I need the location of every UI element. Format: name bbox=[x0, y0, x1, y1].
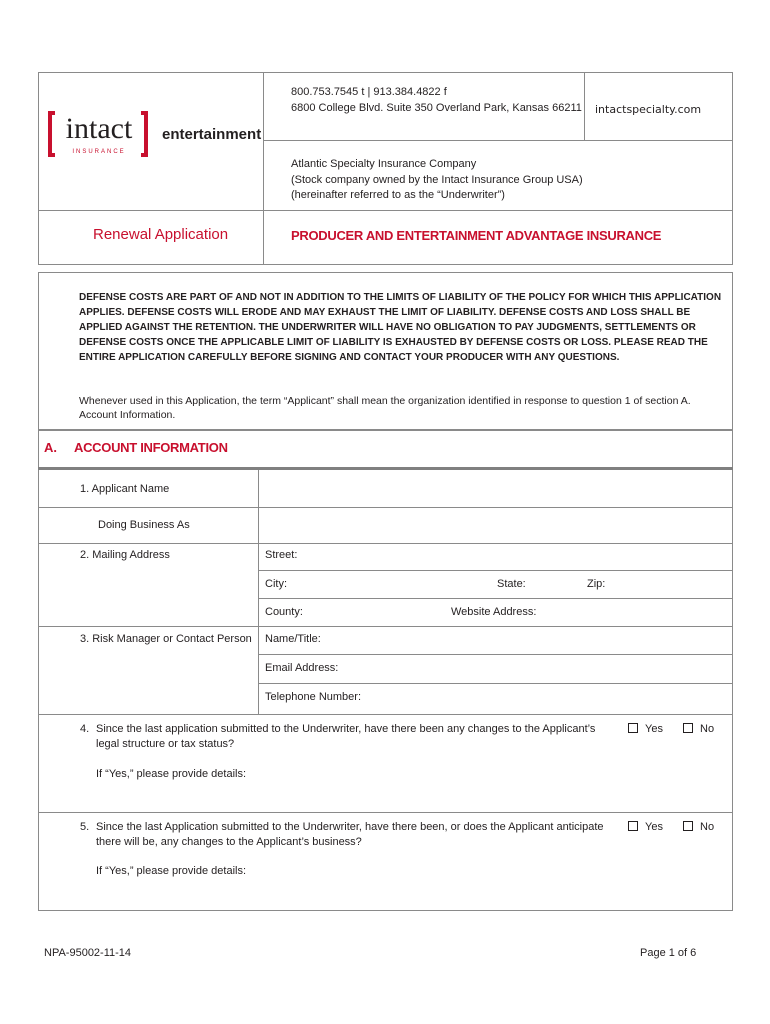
row-divider-6 bbox=[258, 654, 733, 655]
doc-type-label: Renewal Application bbox=[93, 226, 229, 243]
logo-wordmark: intact bbox=[65, 112, 133, 145]
state-label: State: bbox=[497, 578, 526, 590]
mailing-address-label: 2. Mailing Address bbox=[80, 549, 170, 561]
q5-number: 5. bbox=[80, 821, 90, 833]
page-number: Page 1 of 6 bbox=[640, 947, 697, 959]
website-address-label: Website Address: bbox=[451, 606, 537, 618]
risk-manager-label: 3. Risk Manager or Contact Person bbox=[80, 633, 252, 645]
contact-divider bbox=[263, 140, 733, 141]
contact-phone: 800.753.7545 t | 913.384.4822 f bbox=[291, 86, 447, 98]
applicant-name-field[interactable] bbox=[260, 471, 732, 506]
website-link[interactable]: intactspecialty.com bbox=[595, 103, 702, 116]
contact-website-divider bbox=[584, 72, 585, 140]
dba-label: Doing Business As bbox=[98, 519, 190, 531]
state-field[interactable] bbox=[528, 572, 583, 597]
street-field[interactable] bbox=[305, 544, 731, 569]
header-divider-vertical bbox=[263, 72, 264, 265]
website-address-field[interactable] bbox=[535, 600, 731, 625]
county-field[interactable] bbox=[305, 600, 445, 625]
email-field[interactable] bbox=[340, 656, 731, 682]
header-title-divider bbox=[38, 210, 733, 211]
contact-address: 6800 College Blvd. Suite 350 Overland Park, Kansas 66211 bbox=[291, 102, 582, 114]
product-title: PRODUCER AND ENTERTAINMENT ADVANTAGE INSURANCE bbox=[291, 228, 662, 243]
q4-no-label: No bbox=[700, 723, 715, 735]
telephone-field[interactable] bbox=[360, 685, 731, 713]
row-divider-3 bbox=[258, 570, 733, 571]
q5-no-checkbox[interactable] bbox=[683, 821, 693, 831]
q5-yes-checkbox[interactable] bbox=[628, 821, 638, 831]
company-reference: (hereinafter referred to as the “Underwriter”) bbox=[291, 189, 505, 201]
zip-label: Zip: bbox=[587, 578, 606, 590]
telephone-label: Telephone Number: bbox=[265, 691, 362, 703]
section-a-title: ACCOUNT INFORMATION bbox=[74, 440, 228, 455]
logo-bracket-left bbox=[48, 111, 55, 157]
row-divider-9 bbox=[38, 812, 733, 813]
q4-number: 4. bbox=[80, 723, 90, 735]
q5-yes-label: Yes bbox=[645, 821, 663, 833]
q4-no-checkbox[interactable] bbox=[683, 723, 693, 733]
applicant-name-label: 1. Applicant Name bbox=[80, 483, 170, 495]
q4-text: Since the last application submitted to the Underwriter, have there been any changes to the Applicant’s legal structure or tax status? bbox=[96, 723, 596, 750]
q5-no-label: No bbox=[700, 821, 715, 833]
company-ownership: (Stock company owned by the Intact Insurance Group USA) bbox=[291, 174, 583, 186]
name-title-field[interactable] bbox=[325, 628, 731, 653]
applicant-definition: Whenever used in this Application, the term “Applicant” shall mean the organization identified in response to question 1 of section A. Account Information. bbox=[79, 395, 691, 421]
intact-logo bbox=[48, 111, 148, 161]
logo-subtext: INSURANCE bbox=[72, 149, 126, 155]
q4-yes-label: Yes bbox=[645, 723, 663, 735]
q4-details-label: If “Yes,” please provide details: bbox=[96, 768, 247, 780]
city-field[interactable] bbox=[292, 572, 492, 597]
city-label: City: bbox=[265, 578, 287, 590]
logo-bracket-right bbox=[141, 111, 148, 157]
q4-details-field[interactable] bbox=[240, 762, 730, 808]
zip-field[interactable] bbox=[608, 572, 731, 597]
row-divider-8 bbox=[38, 714, 733, 715]
row-divider-4 bbox=[258, 598, 733, 599]
section-a-letter: A. bbox=[44, 440, 57, 455]
q4-yes-checkbox[interactable] bbox=[628, 723, 638, 733]
name-title-label: Name/Title: bbox=[265, 633, 321, 645]
q5-text: Since the last Application submitted to the Underwriter, have there been, or does the Applicant anticipate there will be, any changes to the Applicant’s business? bbox=[96, 821, 604, 848]
q5-details-field[interactable] bbox=[240, 860, 730, 908]
q5-details-label: If “Yes,” please provide details: bbox=[96, 865, 247, 877]
company-name: Atlantic Specialty Insurance Company bbox=[291, 158, 477, 170]
row-divider-5 bbox=[38, 626, 733, 627]
street-label: Street: bbox=[265, 549, 298, 561]
county-label: County: bbox=[265, 606, 303, 618]
email-label: Email Address: bbox=[265, 662, 339, 674]
logo-entertainment: entertainment bbox=[162, 126, 262, 143]
row-divider-7 bbox=[258, 683, 733, 684]
section-a-rule bbox=[38, 467, 733, 470]
defense-costs-warning: DEFENSE COSTS ARE PART OF AND NOT IN ADDITION TO THE LIMITS OF LIABILITY OF THE POLICY FOR WHICH THIS APPLICATION APPLIES. DEFENSE COSTS WILL ERODE AND MAY EXHAUST THE LIMIT OF LIABILITY. DEFENSE COSTS AND LOSS SHALL BE APPLIED AGAINST THE RETENTION. THE UNDERWRITER WILL HAVE NO OBLIGATION TO PAY JUDGMENTS, SETTLEMENTS OR DEFENSE COSTS ONCE THE APPLICABLE LIMIT OF LIABILITY IS EXHAUSTED BY DEFENSE COSTS OR LOSS. PLEASE READ THE ENTIRE APPLICATION CAREFULLY BEFORE SIGNING AND CONTACT YOUR PRODUCER WITH ANY QUESTIONS. bbox=[79, 292, 722, 363]
form-number: NPA-95002-11-14 bbox=[44, 947, 132, 959]
dba-field[interactable] bbox=[260, 508, 732, 542]
